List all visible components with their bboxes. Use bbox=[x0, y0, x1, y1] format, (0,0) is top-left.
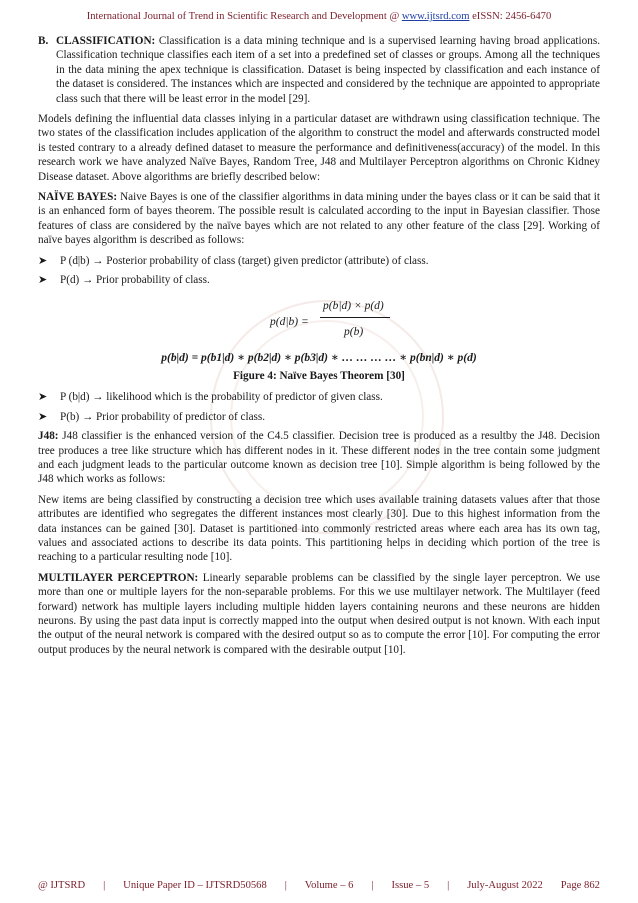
bullet-text: P (d|b) → Posterior probability of class (target) given predictor (attribute) of class. bbox=[60, 254, 429, 267]
footer-volume: Volume – 6 bbox=[304, 880, 354, 891]
bullet-item bbox=[38, 273, 600, 287]
bullet-text: P(d) → Prior probability of class. bbox=[60, 274, 210, 287]
mlp-heading: MULTILAYER PERCEPTRON: bbox=[38, 571, 199, 584]
arrow-bullet-icon: ➤ bbox=[38, 391, 48, 404]
arrow-bullet-icon: ➤ bbox=[38, 410, 48, 423]
j48-text: J48 classifier is the enhanced version of the C4.5 classifier. Decision tree is produced as a resultby the J48. Decision tree produces a tree like structure which has different nodes in it. These different nodes in the tree contain some judgment and each judgment leads to the particular outcome known as decision tree [10]. Simple algorithm is being followed by the J48 which works as follows: bbox=[38, 430, 600, 486]
footer-separator: | bbox=[371, 880, 374, 891]
journal-url-link[interactable]: www.ijtsrd.com bbox=[401, 11, 470, 22]
section-label: B. bbox=[38, 35, 49, 47]
page-footer bbox=[38, 880, 600, 891]
bullet-text: P (b|d) → likelihood which is the probability of predictor of given class. bbox=[60, 391, 383, 404]
page-header bbox=[0, 11, 638, 22]
j48-heading: J48: bbox=[38, 430, 59, 443]
footer-page: Page 862 bbox=[560, 880, 600, 891]
footer-date: July-August 2022 bbox=[467, 880, 543, 891]
section-classification-text bbox=[56, 34, 600, 106]
paragraph-mlp bbox=[38, 571, 600, 657]
section-text: Classification is a data mining technique and is a supervised learning having broad applications. Classification technique classifies each item of a set into a predefined set of classes or groups. Among all the techniques in the data mining the apex technique is classification. Dataset is being inspected by classification and each instance of the dataset is considered. The instances which are inspected and considered by the technique are appointed to appropriate class such that there will be least error in the model [29]. bbox=[56, 35, 600, 105]
formula-denominator: p(b) bbox=[344, 325, 364, 338]
bullet-item bbox=[38, 254, 600, 268]
paragraph-naive-bayes bbox=[38, 190, 600, 248]
formula-numerator: p(b|d) × p(d) bbox=[323, 299, 384, 312]
bullet-item bbox=[38, 390, 600, 404]
formula-lhs: p(d|b) = bbox=[270, 315, 309, 328]
fraction-bar bbox=[320, 317, 390, 318]
issn: eISSN: 2456-6470 bbox=[472, 11, 552, 22]
section-classification bbox=[38, 34, 600, 106]
paragraph-new-items: New items are being classified by constructing a decision tree which uses available training datasets values after that those attributes are identified who segregates the different instances most clearly [30]. Due to this highest information from the data instances can be gained [30]. Dataset is partitioned into commonly restricted areas where each area has its own tag, values and associated actions to describe its data points. This partitioning helps in deciding which portion of the tree is reaching to a particular resulting node [10]. bbox=[38, 493, 600, 564]
footer-separator: | bbox=[447, 880, 450, 891]
footer-separator: | bbox=[284, 880, 287, 891]
bullet-item bbox=[38, 410, 600, 424]
bayes-formula bbox=[38, 293, 600, 349]
bayes-expansion-formula: p(b|d) = p(b1|d) ∗ p(b2|d) ∗ p(b3|d) ∗ … … … … ∗ p(bn|d) ∗ p(d) bbox=[161, 351, 477, 364]
arrow-bullet-icon: ➤ bbox=[38, 274, 48, 287]
article-body bbox=[38, 34, 600, 663]
paragraph-models: Models defining the influential data classes inlying in a particular dataset are withdrawn using classification technique. The two states of the classification includes application of the algorithm to construct the model and afterwards constructed model is tested contrary to a already defined dataset to measure the performance and definitiveness(accuracy) of the model. In this research work we have analyzed Naïve Bayes, Random Tree, J48 and Multilayer Perceptron algorithms on Chronic Kidney Disease dataset. Above algorithms are briefly described below: bbox=[38, 113, 600, 183]
bullet-text: P(b) → Prior probability of predictor of class. bbox=[60, 410, 266, 423]
footer-org: @ IJTSRD bbox=[38, 880, 86, 891]
paragraph-j48 bbox=[38, 429, 600, 487]
naive-bayes-heading: NAÏVE BAYES: bbox=[38, 191, 118, 204]
figure-caption: Figure 4: Naïve Bayes Theorem [30] bbox=[233, 369, 405, 382]
footer-issue: Issue – 5 bbox=[391, 880, 430, 891]
section-heading: CLASSIFICATION: bbox=[56, 35, 156, 47]
naive-bayes-text: Naive Bayes is one of the classifier algorithms in data mining under the bayes class or it can be said that it is an enhanced form of bayes theorem. The possible result is calculated according to the input in Bayesian classifier. Those features of class are considered by the naïve bayes which are not related to any other feature of the class [29]. Working of naïve bayes algorithm is described as follows: bbox=[38, 191, 600, 247]
mlp-text: Linearly separable problems can be classified by the single layer perceptron. We use more than one or multiple layers for the non-separable problems. For this we use multilayer network. The Multilayer (feed forward) network has multiple layers including multiple hidden layers containing neurons and these neurons are hidden neurons. By using the past data input is correctly mapped into the output when desired output is not known. With each input the output of the neural network is compared with the desired output so as to compute the error [10]. For computing the error output produces by the neural network is compared with the desirable output [10]. bbox=[38, 571, 600, 656]
journal-name: International Journal of Trend in Scientific Research and Development @ bbox=[86, 11, 400, 22]
footer-separator: | bbox=[103, 880, 106, 891]
footer-paper-id: Unique Paper ID – IJTSRD50568 bbox=[123, 880, 267, 891]
arrow-bullet-icon: ➤ bbox=[38, 254, 48, 267]
